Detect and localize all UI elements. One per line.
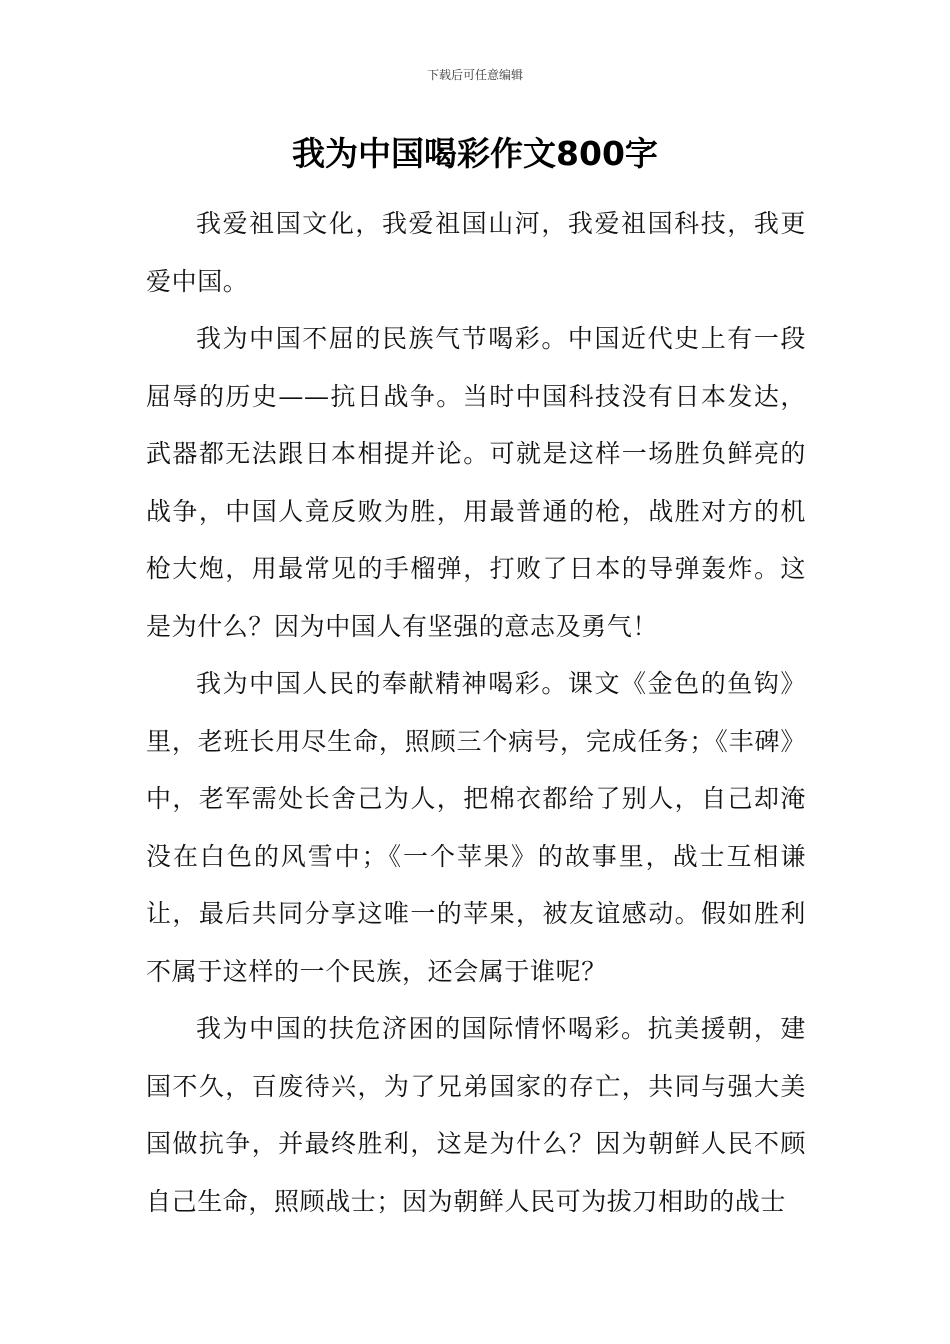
essay-title: 我为中国喝彩作文800字 [292,134,658,173]
essay-body [146,195,806,1230]
paragraph-2: 我为中国不屈的民族气节喝彩。中国近代史上有一段屈辱的历史——抗日战争。当时中国科技没有日本发达，武器都无法跟日本相提并论。可就是这样一场胜负鲜亮的战争，中国人竟反败为胜，用最普通的枪，战胜对方的机枪大炮，用最常见的手榴弹，打败了日本的导弹轰炸。这是为什么？因为中国人有坚强的意志及勇气！ [146,324,806,641]
paragraph-4: 我为中国的扶危济困的国际情怀喝彩。抗美援朝，建国不久，百废待兴，为了兄弟国家的存亡，共同与强大美国做抗争，并最终胜利，这是为什么？因为朝鲜人民不顾自己生命，照顾战士；因为朝鲜人民可为拔刀相助的战士 [146,1014,806,1216]
paragraph-3: 我为中国人民的奉献精神喝彩。课文《金色的鱼钩》里，老班长用尽生命，照顾三个病号，完成任务；《丰碑》中，老军需处长舍己为人，把棉衣都给了别人，自己却淹没在白色的风雪中；《一个苹果》的故事里，战士互相谦让，最后共同分享这唯一的苹果，被友谊感动。假如胜利不属于这样的一个民族，还会属于谁呢？ [146,669,806,986]
paragraph-1: 我爱祖国文化，我爱祖国山河，我爱祖国科技，我更爱中国。 [146,209,806,296]
header-note: 下载后可任意编辑 [426,68,523,82]
